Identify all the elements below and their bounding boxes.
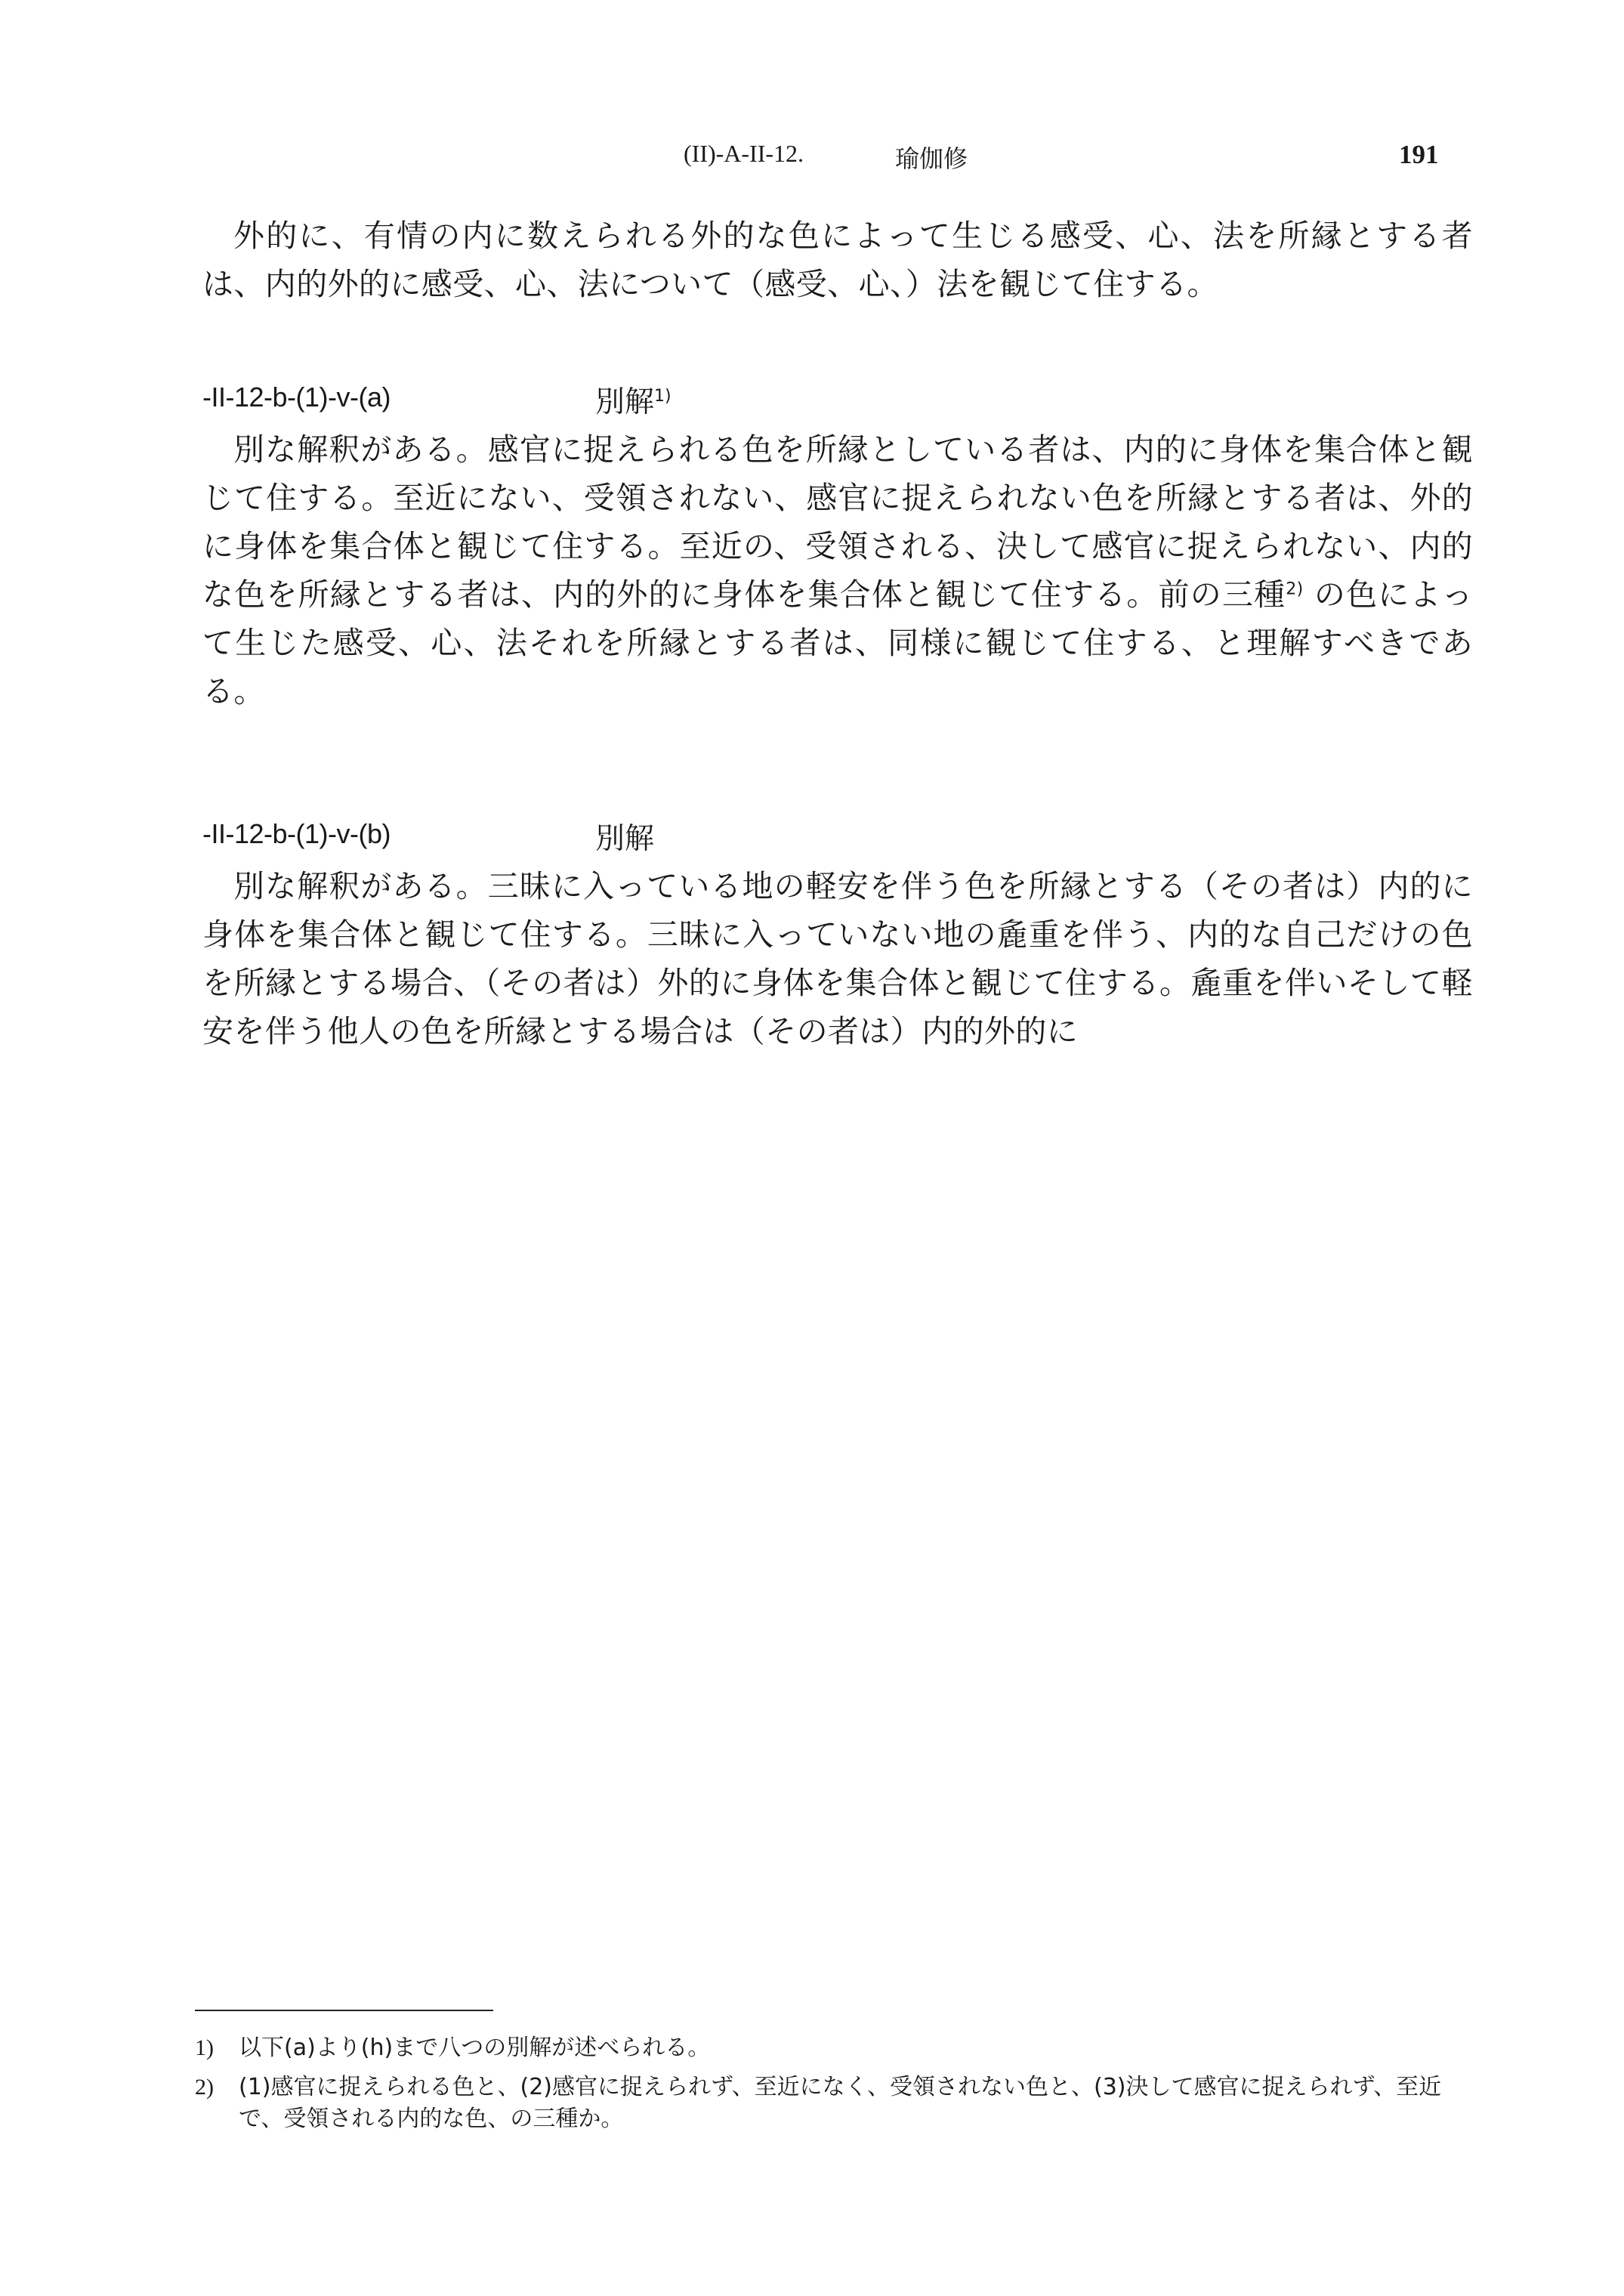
section-b-code: -II-12-b-(1)-v-(b) xyxy=(202,818,391,849)
footnote-ref-1[interactable]: 1) xyxy=(654,387,672,406)
section-b-paragraph: 別な解釈がある。三昧に入っている地の軽安を伴う色を所縁とする（その者は）内的に身体を集合体と観じて住する。三昧に入っていない地の麁重を伴う、内的な自己だけの色を所縁とする場合、（その者は）外的に身体を集合体と観じて住する。麁重を伴いそして軽安を伴う他人の色を所縁とする場合は（その者は）内的外的に xyxy=(202,868,1473,1049)
section-a-code: -II-12-b-(1)-v-(a) xyxy=(202,382,391,413)
running-head xyxy=(0,140,1624,178)
section-a-text-2: の色によって生じた感受、心、法それを所縁とする者は、同様に観じて住する、と理解すべきである。 xyxy=(202,576,1473,709)
section-b-heading xyxy=(202,818,1473,862)
running-head-section: (II)-A-II-12. xyxy=(684,140,804,167)
footnote-2-number: 2) xyxy=(195,2075,214,2100)
footnote-ref-2[interactable]: 2) xyxy=(1286,579,1304,599)
intro-block xyxy=(202,212,1473,308)
section-a-label-wrap xyxy=(595,379,672,421)
page-number: 191 xyxy=(1399,140,1439,169)
footnote-divider xyxy=(195,2010,493,2011)
footnote-1 xyxy=(195,2032,1479,2064)
footnote-2-text: (1)感官に捉えられる色と、(2)感官に捉えられず、至近になく、受領されない色と、(3)決して感官に捉えられず、至近で、受領される内的な色、の三種か。 xyxy=(239,2074,1442,2132)
footnote-2 xyxy=(195,2072,1479,2135)
section-a-paragraph xyxy=(202,425,1473,715)
section-a-text-1: 別な解釈がある。感官に捉えられる色を所縁としている者は、内的に身体を集合体と観じて住する。至近にない、受領されない、感官に捉えられない色を所縁とする者は、外的に身体を集合体と観じて住する。至近の、受領される、決して感官に捉えられない、内的な色を所縁とする者は、内的外的に身体を集合体と観じて住する。前の三種 xyxy=(202,431,1473,613)
section-b xyxy=(202,818,1473,1055)
section-a xyxy=(202,382,1473,715)
footnotes xyxy=(195,2032,1479,2143)
running-head-title: 瑜伽修 xyxy=(895,144,968,173)
intro-paragraph: 外的に、有情の内に数えられる外的な色によって生じる感受、心、法を所縁とする者は、内的外的に感受、心、法について（感受、心、）法を観じて住する。 xyxy=(202,218,1473,302)
footnote-1-number: 1) xyxy=(195,2035,214,2060)
footnote-1-text: 以下(a)より(h)まで八つの別解が述べられる。 xyxy=(239,2035,711,2061)
section-a-heading xyxy=(202,382,1473,425)
section-b-label: 別解 xyxy=(595,822,655,856)
section-a-label: 別解 xyxy=(595,385,655,419)
